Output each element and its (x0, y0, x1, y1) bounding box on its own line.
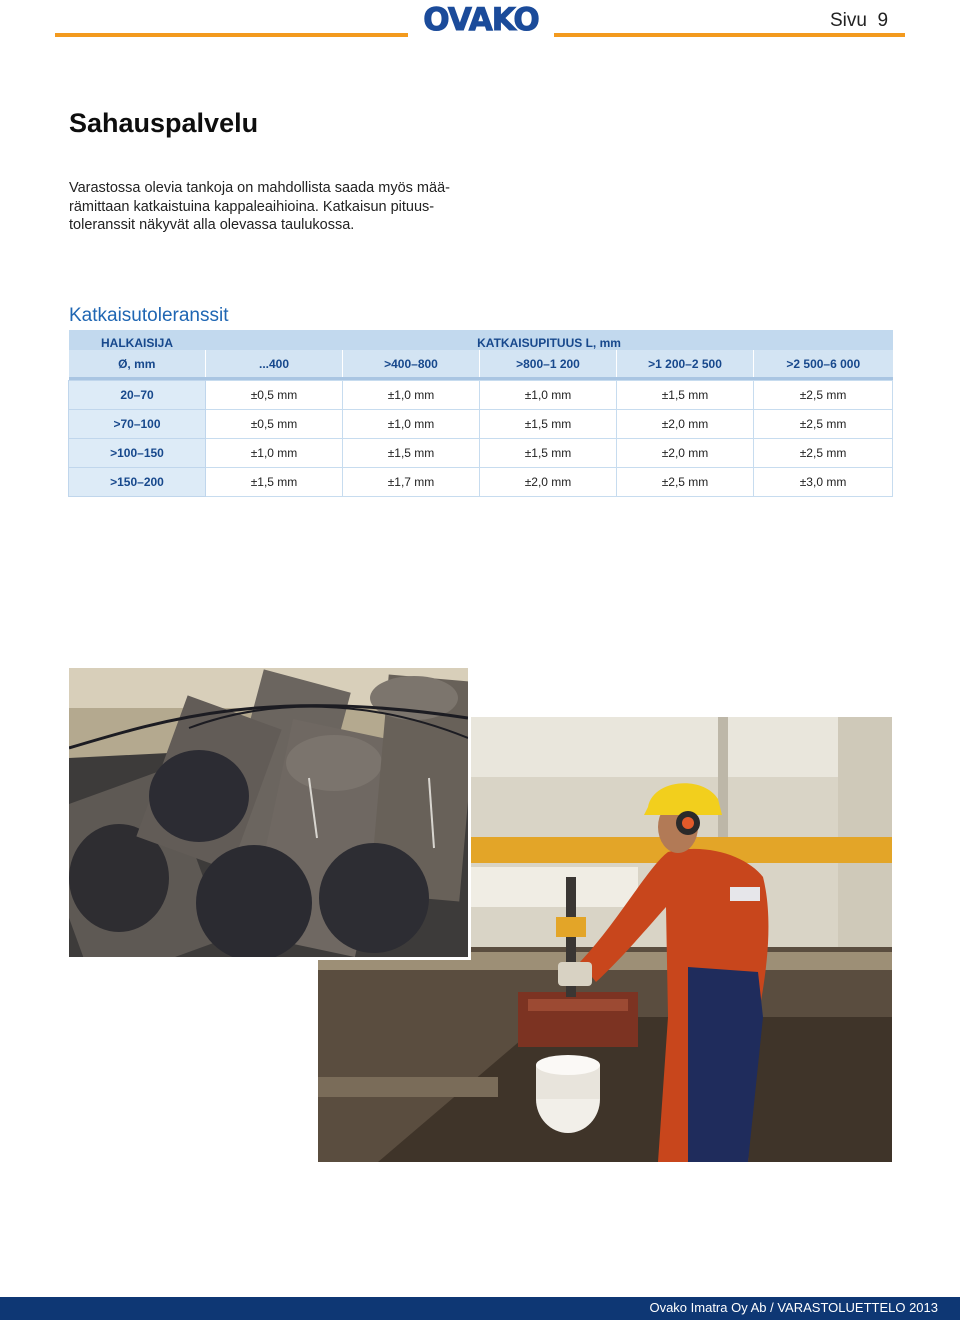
row-diameter: >100–150 (69, 439, 206, 468)
ovako-logo (408, 2, 554, 38)
table-row (69, 410, 893, 439)
steel-bars-photo (69, 668, 471, 960)
steel-bars-illustration (69, 668, 468, 957)
table-cell: ±1,5 mm (480, 439, 617, 468)
table-cell: ±0,5 mm (206, 410, 343, 439)
column-header: >800–1 200 (480, 350, 617, 377)
table-cell: ±2,5 mm (754, 410, 893, 439)
page-number: Sivu 9 (830, 10, 889, 31)
intro-paragraph (69, 179, 489, 235)
logo-text: OVAKO (423, 2, 539, 38)
diameter-unit-header: Ø, mm (69, 350, 206, 377)
table-cell: ±1,0 mm (343, 381, 480, 410)
column-header: >400–800 (343, 350, 480, 377)
table-row (69, 439, 893, 468)
tolerance-table (68, 330, 893, 497)
table-cell: ±3,0 mm (754, 468, 893, 497)
row-diameter: >150–200 (69, 468, 206, 497)
table-row (69, 381, 893, 410)
column-header-row (69, 350, 893, 377)
table-cell: ±2,5 mm (754, 439, 893, 468)
table-row (69, 468, 893, 497)
page-title: Sahauspalvelu (69, 108, 259, 138)
table-cell: ±2,5 mm (617, 468, 754, 497)
length-header: KATKAISUPITUUS L, mm (206, 330, 893, 350)
table-cell: ±0,5 mm (206, 381, 343, 410)
column-header: >1 200–2 500 (617, 350, 754, 377)
intro-line: Varastossa olevia tankoja on mahdollista saada myös mää- (69, 180, 450, 196)
table-cell: ±1,0 mm (480, 381, 617, 410)
footer-bar (0, 1297, 960, 1320)
row-diameter: 20–70 (69, 381, 206, 410)
row-diameter: >70–100 (69, 410, 206, 439)
table-cell: ±1,5 mm (617, 381, 754, 410)
intro-line: toleranssit näkyvät alla olevassa taulukossa. (69, 217, 355, 233)
table-cell: ±1,7 mm (343, 468, 480, 497)
table-cell: ±1,5 mm (206, 468, 343, 497)
table-cell: ±1,0 mm (206, 439, 343, 468)
table-caption: Katkaisutoleranssit (69, 305, 229, 326)
table-cell: ±1,5 mm (343, 439, 480, 468)
column-header: ...400 (206, 350, 343, 377)
footer-text: Ovako Imatra Oy Ab / VARASTOLUETTELO 2013 (649, 1300, 938, 1315)
table-cell: ±1,5 mm (480, 410, 617, 439)
column-header: >2 500–6 000 (754, 350, 893, 377)
table-cell: ±2,5 mm (754, 381, 893, 410)
table-cell: ±1,0 mm (343, 410, 480, 439)
diameter-header: HALKAISIJA (69, 330, 206, 350)
table-cell: ±2,0 mm (617, 439, 754, 468)
table-header-row (69, 330, 893, 350)
intro-line: rämittaan katkaistuina kappaleaihioina. Katkaisun pituus- (69, 198, 435, 215)
table-cell: ±2,0 mm (617, 410, 754, 439)
table-cell: ±2,0 mm (480, 468, 617, 497)
